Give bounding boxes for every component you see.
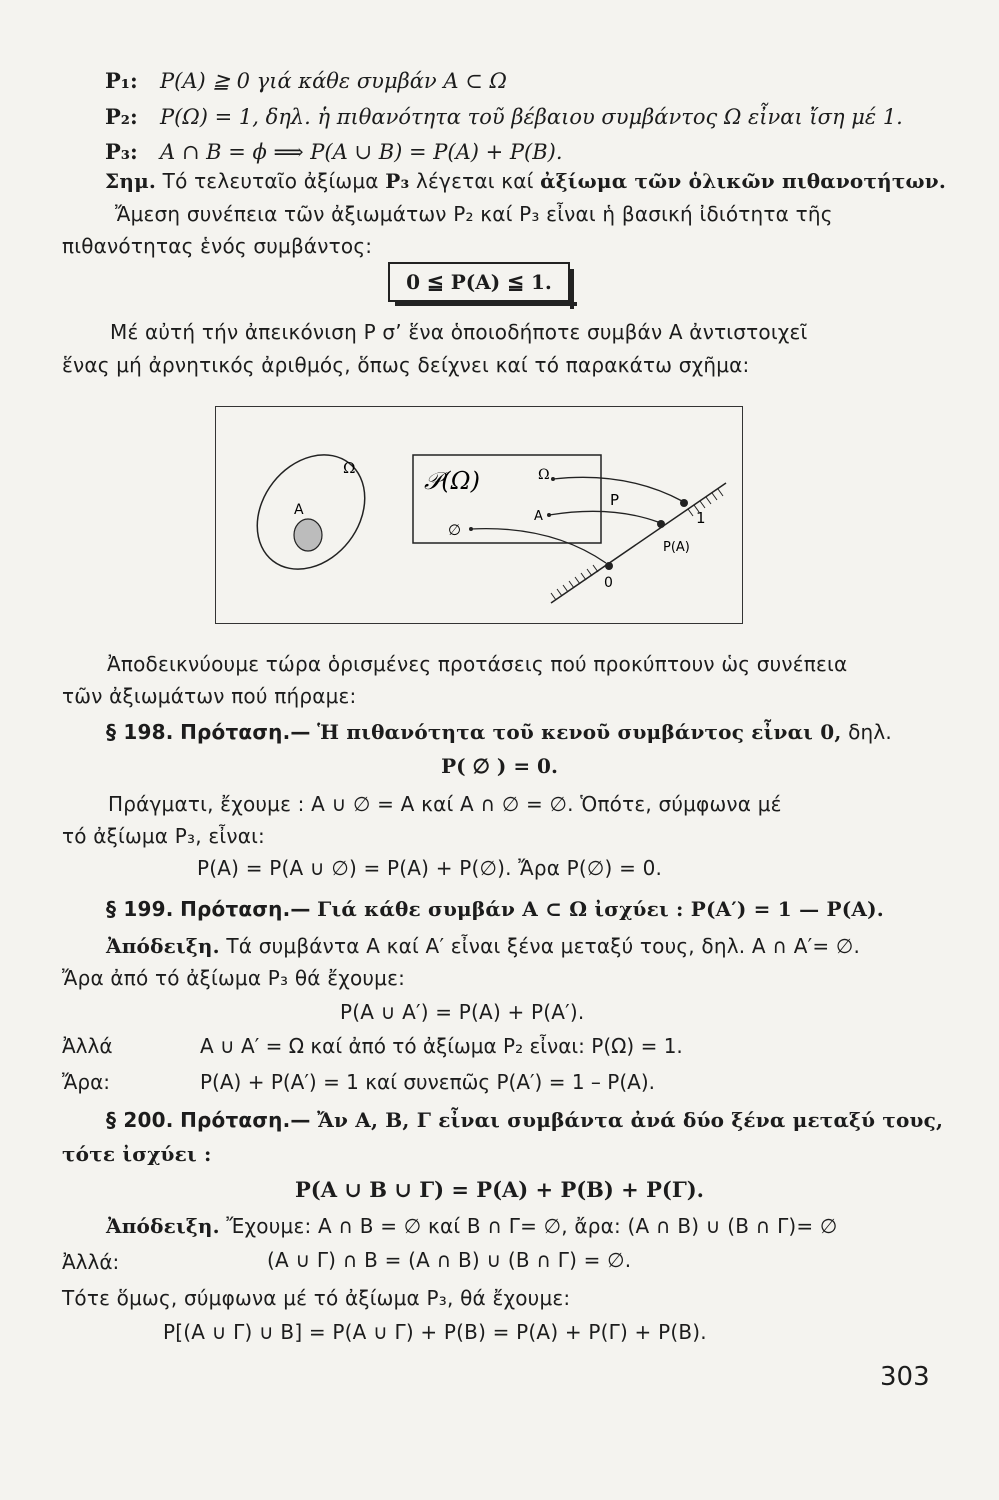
section-statement: Ἡ πιθανότητα τοῦ κενοῦ συμβάντος εἶναι 0, — [317, 720, 842, 744]
para2-line2: ἕνας μή ἀρνητικός ἀριθμός, ὅπως δείχνει καί τό παρακάτω σχῆμα: — [62, 353, 750, 377]
axiom-label: P₃: — [105, 139, 138, 164]
page-number: 303 — [880, 1362, 930, 1392]
pa-label: P(A) — [663, 540, 690, 555]
powerset-label: 𝒫(Ω) — [424, 467, 480, 495]
axiom-p2 — [105, 104, 903, 129]
para3-line2: τῶν ἀξιωμάτων πού πήραμε: — [62, 684, 357, 708]
note-text2: λέγεται καί — [416, 169, 534, 193]
arrow-empty-to-zero — [471, 529, 606, 563]
para3-line1: Ἀποδεικνύουμε τώρα ὁρισμένες προτάσεις πού προκύπτουν ὡς συνέπεια — [107, 652, 848, 676]
section-199 — [106, 893, 884, 926]
zero-point — [605, 562, 613, 570]
p-label: P — [610, 491, 620, 509]
section-number: § 198. — [106, 720, 174, 744]
section-title: Πρόταση.— — [180, 897, 311, 921]
axiom-text: P(A) ≧ 0 γιά κάθε συμβάν A ⊂ Ω — [160, 69, 507, 93]
arrow-a-to-pa — [549, 511, 658, 522]
event-a-blob — [294, 519, 322, 551]
pa-point — [657, 520, 665, 528]
proof199-l4-right: A ∪ A′ = Ω καί ἀπό τό ἀξίωμα P₂ εἶναι: P(Ω) = 1. — [200, 1034, 683, 1058]
proof199-line2: Ἄρα ἀπό τό ἀξίωμα P₃ θά ἔχουμε: — [62, 966, 406, 990]
axiom-text: A ∩ B = ϕ ⟹ P(A ∪ B) = P(A) + P(B). — [160, 140, 563, 164]
proof199-line3: P(A ∪ A′) = P(A) + P(A′). — [340, 1000, 585, 1024]
axiom-label: P₁: — [105, 68, 138, 93]
section-tail: δηλ. — [848, 720, 892, 744]
proof199-l5-right: P(A) + P(A′) = 1 καί συνεπῶς P(A′) = 1 – P(A). — [200, 1070, 655, 1094]
proof198-line2: τό ἀξίωμα P₃, εἶναι: — [62, 824, 265, 848]
section-title: Πρόταση.— — [180, 1108, 311, 1132]
axiom-p1 — [105, 68, 507, 93]
section-number: § 200. — [106, 1108, 174, 1132]
proof200-l2-left: Ἀλλά: — [62, 1250, 120, 1274]
proof200-l2-right: (A ∪ Γ) ∩ B = (A ∩ B) ∪ (B ∩ Γ) = ∅. — [267, 1248, 632, 1272]
proof-label: Ἀπόδειξη. — [106, 1214, 220, 1238]
note — [105, 165, 946, 198]
section-number: § 199. — [106, 897, 174, 921]
section-200-stmt2: τότε ἰσχύει : — [62, 1142, 212, 1166]
proof200-line3: Τότε ὅμως, σύμφωνα μέ τό ἀξίωμα P₃, θά ἔχουμε: — [62, 1286, 571, 1310]
boxed-formula: 0 ≦ P(A) ≦ 1. — [388, 262, 570, 302]
section-statement: Ἄν A, B, Γ εἶναι συμβάντα ἀνά δύο ξένα μεταξύ τους, — [317, 1108, 944, 1132]
section-title: Πρόταση.— — [180, 720, 311, 744]
omega-ellipse — [235, 434, 387, 591]
proof199-l5-left: Ἄρα: — [62, 1070, 110, 1094]
a2-label: A — [534, 509, 543, 524]
proof-text: Ἔχουμε: A ∩ B = ∅ καί B ∩ Γ= ∅, ἄρα: (A ∩ B) ∪ (B ∩ Γ)= ∅ — [226, 1214, 838, 1238]
para2-line1: Μέ αὐτή τήν ἀπεικόνιση P σ’ ἕνα ὁποιοδήποτε συμβάν A ἀντιστοιχεῖ — [110, 320, 808, 344]
proof-text: Τά συμβάντα A καί A′ εἶναι ξένα μεταξύ τους, δηλ. A ∩ A′= ∅. — [226, 934, 861, 958]
section-200 — [106, 1104, 943, 1137]
proof200-line4: P[(A ∪ Γ) ∪ B] = P(A ∪ Γ) + P(B) = P(A) + P(Γ) + P(B). — [163, 1320, 707, 1344]
mapping-figure — [215, 406, 743, 624]
note-bold2: ἀξίωμα τῶν ὁλικῶν πιθανοτήτων. — [540, 169, 946, 193]
proof198-line1: Πράγματι, ἔχουμε : A ∪ ∅ = A καί A ∩ ∅ = ∅. Ὁπότε, σύμφωνα μέ — [108, 792, 782, 816]
proof198-line3: P(A) = P(A ∪ ∅) = P(A) + P(∅). Ἄρα P(∅) = 0. — [197, 856, 663, 880]
proof199-line1 — [106, 930, 860, 963]
para1-line1: Ἄμεση συνέπεια τῶν ἀξιωμάτων P₂ καί P₃ εἶναι ἡ βασική ἰδιότητα τῆς — [115, 202, 833, 226]
a-label: A — [294, 502, 304, 518]
one-label: 1 — [696, 509, 706, 527]
axiom-p3 — [105, 139, 563, 164]
note-text: Τό τελευταῖο ἀξίωμα — [162, 169, 379, 193]
section-198 — [106, 716, 892, 749]
note-label: Σημ. — [105, 169, 157, 193]
proof200-line1 — [106, 1210, 838, 1243]
axiom-label: P₂: — [105, 104, 138, 129]
note-bold: P₃ — [385, 169, 410, 193]
section-statement: Γιά κάθε συμβάν A ⊂ Ω ἰσχύει : P(A′) = 1 — P(A). — [317, 897, 884, 921]
para1-line2: πιθανότητας ἑνός συμβάντος: — [62, 234, 373, 258]
formula-198: P( ∅ ) = 0. — [441, 754, 558, 778]
omega2-label: Ω — [538, 467, 550, 483]
proof199-l4-left: Ἀλλά — [62, 1034, 113, 1058]
formula-200: P(A ∪ B ∪ Γ) = P(A) + P(B) + P(Γ). — [295, 1177, 704, 1202]
figure-svg — [216, 407, 744, 625]
zero-label: 0 — [604, 575, 613, 591]
proof-label: Ἀπόδειξη. — [106, 934, 220, 958]
empty-label: ∅ — [448, 521, 462, 539]
omega-label: Ω — [343, 459, 356, 477]
axiom-text: P(Ω) = 1, δηλ. ἡ πιθανότητα τοῦ βέβαιου συμβάντος Ω εἶναι ἴση μέ 1. — [160, 105, 903, 129]
